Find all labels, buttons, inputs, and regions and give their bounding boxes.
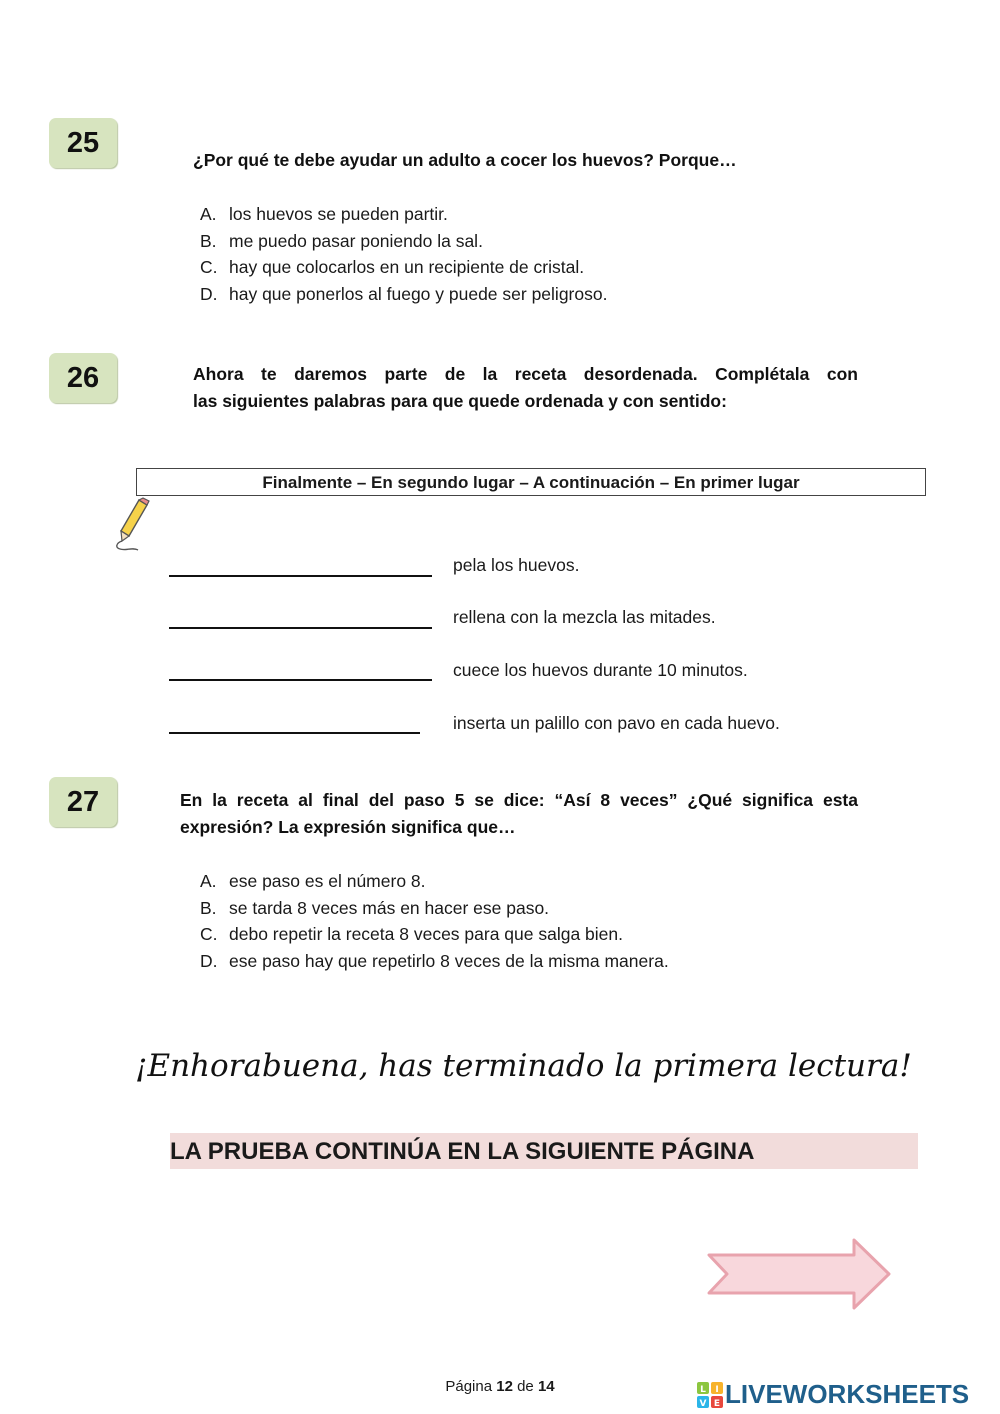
page-label: Página [445, 1378, 493, 1395]
option-letter: B. [200, 230, 217, 251]
option-letter: D. [200, 283, 218, 304]
question-25-prompt: ¿Por qué te debe ayudar un adulto a cocer los huevos? Porque… [193, 150, 737, 170]
prompt-line: En la receta al final del paso 5 se dice: “Así 8 veces” ¿Qué significa esta [180, 790, 858, 810]
option-letter: D. [200, 950, 218, 971]
liveworksheets-brand[interactable] [697, 1379, 969, 1410]
pencil-icon [112, 497, 154, 555]
sentence-1: pela los huevos. [453, 555, 580, 575]
sentence-4: inserta un palillo con pavo en cada huevo. [453, 713, 780, 733]
option-letter: C. [200, 924, 218, 944]
option-d[interactable] [200, 948, 669, 975]
question-25-options [200, 201, 607, 307]
option-text: me puedo pasar poniendo la sal. [229, 230, 483, 251]
current-page: 12 [496, 1378, 513, 1395]
logo-letter-e: E [713, 1398, 721, 1408]
question-26-prompt [193, 361, 858, 415]
option-text: ese paso es el número 8. [229, 871, 426, 891]
logo-letter-l: L [700, 1384, 706, 1395]
word-bank: Finalmente – En segundo lugar – A continuación – En primer lugar [136, 468, 926, 496]
prompt-line: Ahora te daremos parte de la receta desordenada. Complétala con [193, 364, 858, 384]
option-d[interactable] [200, 281, 607, 308]
prompt-line: expresión? La expresión significa que… [180, 817, 516, 837]
option-text: se tarda 8 veces más en hacer ese paso. [229, 897, 550, 918]
answer-blank-3[interactable] [169, 679, 432, 681]
question-27-prompt [180, 787, 858, 841]
prompt-line: las siguientes palabras para que quede ordenada y con sentido: [193, 391, 727, 411]
option-text: los huevos se pueden partir. [229, 204, 448, 224]
brand-name: LIVEWORKSHEETS [725, 1379, 970, 1409]
answer-blank-4[interactable] [169, 732, 420, 734]
total-pages: 14 [537, 1378, 555, 1395]
option-a[interactable] [200, 868, 669, 895]
option-text: debo repetir la receta 8 veces para que salga bien. [229, 924, 624, 944]
question-27-options [200, 868, 669, 974]
congratulations-message: ¡Enhorabuena, has terminado la primera lectura! [135, 1048, 912, 1084]
next-page-arrow-icon[interactable] [706, 1237, 892, 1311]
sentence-2: rellena con la mezcla las mitades. [453, 607, 716, 627]
question-number-26: 26 [49, 353, 117, 403]
logo-letter-i: I [715, 1384, 719, 1395]
option-b[interactable] [200, 895, 669, 922]
option-text: ese paso hay que repetirlo 8 veces de la misma manera. [229, 950, 669, 971]
sentence-3: cuece los huevos durante 10 minutos. [453, 660, 748, 680]
answer-blank-2[interactable] [169, 627, 432, 629]
option-text: hay que colocarlos en un recipiente de cristal. [229, 257, 585, 277]
liveworksheets-logo-icon [697, 1382, 723, 1408]
question-number-25: 25 [49, 118, 117, 168]
option-c[interactable] [200, 921, 669, 948]
continue-banner [170, 1133, 918, 1169]
continue-banner-text: LA PRUEBA CONTINÚA EN LA SIGUIENTE PÁGINA [170, 1138, 755, 1165]
option-letter: A. [200, 204, 217, 224]
option-letter: C. [200, 257, 218, 277]
question-number-27: 27 [49, 777, 117, 827]
logo-letter-v: V [699, 1398, 707, 1408]
option-b[interactable] [200, 228, 607, 255]
option-text: hay que ponerlos al fuego y puede ser peligroso. [229, 283, 608, 304]
option-letter: A. [200, 871, 217, 891]
option-a[interactable] [200, 201, 607, 228]
option-letter: B. [200, 897, 217, 918]
option-c[interactable] [200, 254, 607, 281]
page-separator: de [517, 1378, 534, 1395]
answer-blank-1[interactable] [169, 575, 432, 577]
